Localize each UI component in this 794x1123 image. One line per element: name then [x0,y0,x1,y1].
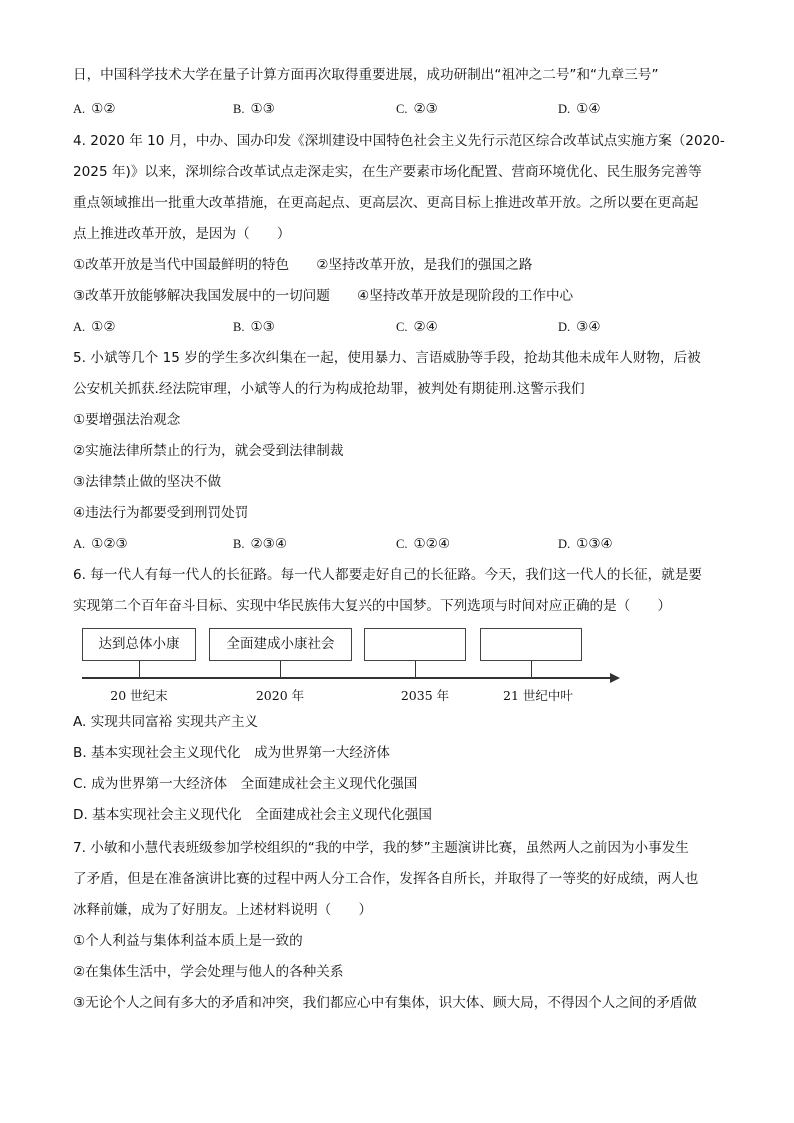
question-6-stem-line-1: 6. 每一代人有每一代人的长征路。每一代人都要走好自己的长征路。今天，我们这一代人的长征，就是要 [73,567,703,583]
question-5-statement-2: ②实施法律所禁止的行为，就会受到法律制裁 [73,443,344,459]
question-4-stem-line-2: 2025 年)》以来，深圳综合改革试点走深走实，在生产要素市场化配置、营商环境优化、民生服务完善等 [73,164,702,180]
option-d[interactable]: D. ③④ [558,319,601,335]
question-7-stem-line-1: 7. 小敏和小慧代表班级参加学校组织的“我的中学，我的梦”主题演讲比赛，虽然两人之前因为小事发生 [73,840,689,856]
question-6-stem-line-2: 实现第二个百年奋斗目标、实现中华民族伟大复兴的中国梦。下列选项与时间对应正确的是（ ） [73,598,672,614]
option-c[interactable]: C. ①②④ [396,536,451,552]
question-4-options [73,317,733,337]
option-c[interactable]: C. ②③ [396,101,438,117]
timeline-box-1: 达到总体小康 [82,628,196,661]
question-6-option-b[interactable]: B. 基本实现社会主义现代化 成为世界第一大经济体 [73,745,391,761]
question-4-stem-line-4: 点上推进改革开放，是因为（ ） [73,226,291,242]
question-6-option-a[interactable]: A. 实现共同富裕 实现共产主义 [73,714,259,730]
option-c[interactable]: C. ②④ [396,319,438,335]
question-4-statements-1: ①改革开放是当代中国最鲜明的特色 ②坚持改革开放，是我们的强国之路 [73,257,533,273]
option-b[interactable]: B. ①③ [233,319,275,335]
question-7-statement-3: ③无论个人之间有多大的矛盾和冲突，我们都应心中有集体，识大体、顾大局，不得因个人之间的矛盾做 [73,995,697,1011]
question-5-stem-line-1: 5. 小斌等几个 15 岁的学生多次纠集在一起，使用暴力、言语威胁等手段，抢劫其他未成年人财物，后被 [73,350,701,366]
option-d[interactable]: D. ①④ [558,101,601,117]
timeline-axis [82,677,612,679]
timeline-tick [415,661,416,677]
question-3-options [73,99,733,119]
option-d[interactable]: D. ①③④ [558,536,613,552]
question-7-statement-2: ②在集体生活中，学会处理与他人的各种关系 [73,964,344,980]
option-a[interactable]: A. ①② [73,101,116,117]
question-3-tail: 日，中国科学技术大学在量子计算方面再次取得重要进展，成功研制出“祖冲之二号”和“九章三号” [73,67,659,83]
option-a[interactable]: A. ①②③ [73,536,128,552]
question-4-stem-line-1: 4. 2020 年 10 月，中办、国办印发《深圳建设中国特色社会主义先行示范区综合改革试点实施方案（2020- [73,133,725,149]
question-5-statement-3: ③法律禁止做的坚决不做 [73,474,222,490]
timeline-box-3-blank [364,628,466,661]
question-5-statement-4: ④违法行为都要受到刑罚处罚 [73,505,249,521]
timeline-label-3: 2035 年 [400,688,450,703]
timeline-box-2: 全面建成小康社会 [209,628,352,661]
question-5-stem-line-2: 公安机关抓获.经法院审理，小斌等人的行为构成抢劫罪，被判处有期徒刑.这警示我们 [73,381,585,397]
timeline-box-4-blank [480,628,582,661]
timeline-figure [75,622,635,710]
question-7-statement-1: ①个人利益与集体利益本质上是一致的 [73,933,303,949]
timeline-tick [531,661,532,677]
question-7-stem-line-3: 冰释前嫌，成为了好朋友。上述材料说明（ ） [73,902,373,918]
timeline-label-2: 2020 年 [255,688,305,703]
option-b[interactable]: B. ①③ [233,101,275,117]
question-4-statements-2: ③改革开放能够解决我国发展中的一切问题 ④坚持改革开放是现阶段的工作中心 [73,288,574,304]
question-7-stem-line-2: 了矛盾，但是在准备演讲比赛的过程中两人分工合作，发挥各自所长，并取得了一等奖的好成绩，两人也 [73,871,699,887]
question-4-stem-line-3: 重点领域推出一批重大改革措施，在更高起点、更高层次、更高目标上推进改革开放。之所以要在更高起 [73,195,699,211]
timeline-tick [139,661,140,677]
timeline-label-1: 20 世纪末 [110,688,168,703]
option-a[interactable]: A. ①② [73,319,116,335]
timeline-tick [280,661,281,677]
question-5-options [73,534,733,554]
timeline-label-4: 21 世纪中叶 [503,688,573,703]
question-5-statement-1: ①要增强法治观念 [73,412,181,428]
timeline-arrow-icon [610,673,620,683]
question-6-option-d[interactable]: D. 基本实现社会主义现代化 全面建成社会主义现代化强国 [73,807,432,823]
option-b[interactable]: B. ②③④ [233,536,288,552]
question-6-option-c[interactable]: C. 成为世界第一大经济体 全面建成社会主义现代化强国 [73,776,418,792]
